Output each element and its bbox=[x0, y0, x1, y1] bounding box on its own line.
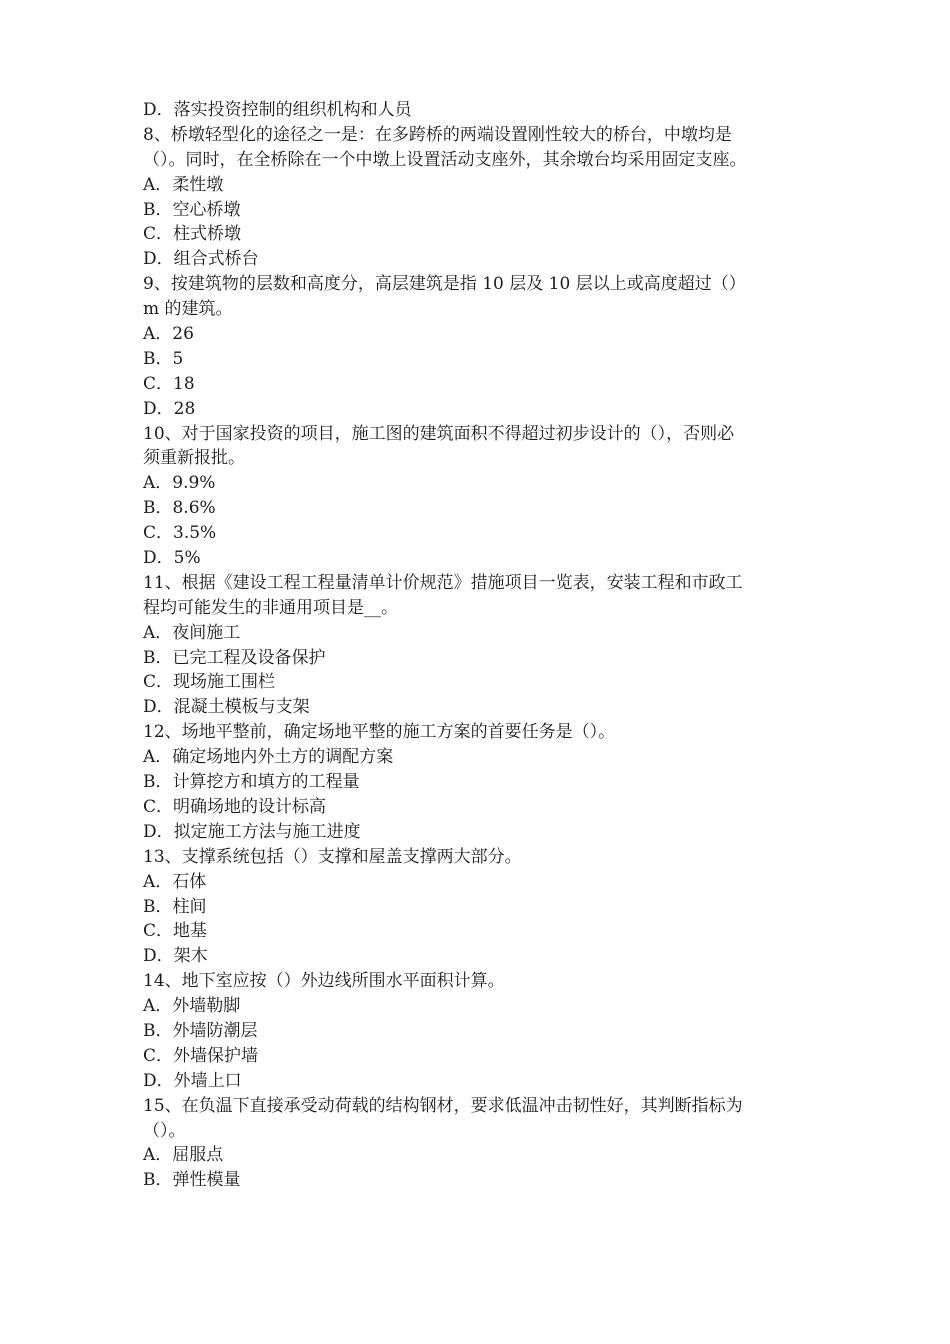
text-line: 11、根据《建设工程工程量清单计价规范》措施项目一览表，安装工程和市政工 bbox=[143, 572, 743, 593]
text-line: D．28 bbox=[143, 398, 196, 419]
text-line: D．组合式桥台 bbox=[143, 249, 259, 270]
text-line: A．确定场地内外土方的调配方案 bbox=[143, 747, 394, 768]
text-line: B．8.6% bbox=[143, 498, 216, 519]
text-line: 10、对于国家投资的项目，施工图的建筑面积不得超过初步设计的（），否则必 bbox=[143, 423, 735, 444]
text-line: （）。 bbox=[143, 1120, 186, 1141]
text-line: A．石体 bbox=[143, 871, 207, 892]
text-line: B．弹性模量 bbox=[143, 1170, 241, 1191]
text-line: C．明确场地的设计标高 bbox=[143, 796, 327, 817]
text-line: D．外墙上口 bbox=[143, 1070, 242, 1091]
text-line: B．空心桥墩 bbox=[143, 199, 241, 220]
text-line: D．5% bbox=[143, 548, 201, 569]
text-line: A．屈服点 bbox=[143, 1145, 224, 1166]
text-line: 12、场地平整前，确定场地平整的施工方案的首要任务是（）。 bbox=[143, 722, 616, 743]
text-line: C．地基 bbox=[143, 921, 208, 942]
text-line: C．现场施工围栏 bbox=[143, 672, 276, 693]
text-line: 14、地下室应按（）外边线所围水平面积计算。 bbox=[143, 971, 505, 992]
text-line: B．柱间 bbox=[143, 896, 207, 917]
text-line: D．架木 bbox=[143, 946, 208, 967]
text-line: A．夜间施工 bbox=[143, 622, 241, 643]
text-line: A．26 bbox=[143, 324, 194, 345]
text-line: 8、桥墩轻型化的途径之一是：在多跨桥的两端设置刚性较大的桥台，中墩均是 bbox=[143, 124, 732, 145]
text-line: A．外墙勒脚 bbox=[143, 996, 241, 1017]
text-line: m 的建筑。 bbox=[143, 299, 233, 320]
text-line: C．3.5% bbox=[143, 523, 217, 544]
text-line: 15、在负温下直接承受动荷载的结构钢材，要求低温冲击韧性好，其判断指标为 bbox=[143, 1095, 743, 1116]
text-line: B．已完工程及设备保护 bbox=[143, 647, 326, 668]
text-line: B．计算挖方和填方的工程量 bbox=[143, 772, 360, 793]
text-line: B．5 bbox=[143, 348, 184, 369]
text-line: B．外墙防潮层 bbox=[143, 1020, 258, 1041]
text-line: 13、支撑系统包括（）支撑和屋盖支撑两大部分。 bbox=[143, 846, 522, 867]
text-line: A．9.9% bbox=[143, 473, 216, 494]
text-line: D．混凝土模板与支架 bbox=[143, 697, 310, 718]
text-line: D．落实投资控制的组织机构和人员 bbox=[143, 100, 412, 120]
text-line: C．外墙保护墙 bbox=[143, 1045, 259, 1066]
text-line: （）。同时，在全桥除在一个中墩上设置活动支座外，其余墩台均采用固定支座。 bbox=[143, 149, 747, 170]
text-line: C．柱式桥墩 bbox=[143, 224, 242, 245]
document-body bbox=[143, 98, 823, 1193]
text-line: A．柔性墩 bbox=[143, 174, 224, 195]
text-line: D．拟定施工方法与施工进度 bbox=[143, 821, 361, 842]
text-line: 须重新报批。 bbox=[143, 448, 245, 469]
text-line: 程均可能发生的非通用项目是__。 bbox=[143, 597, 398, 618]
text-line: 9、按建筑物的层数和高度分，高层建筑是指 10 层及 10 层以上或高度超过（） bbox=[143, 274, 746, 295]
text-line: C．18 bbox=[143, 373, 195, 394]
